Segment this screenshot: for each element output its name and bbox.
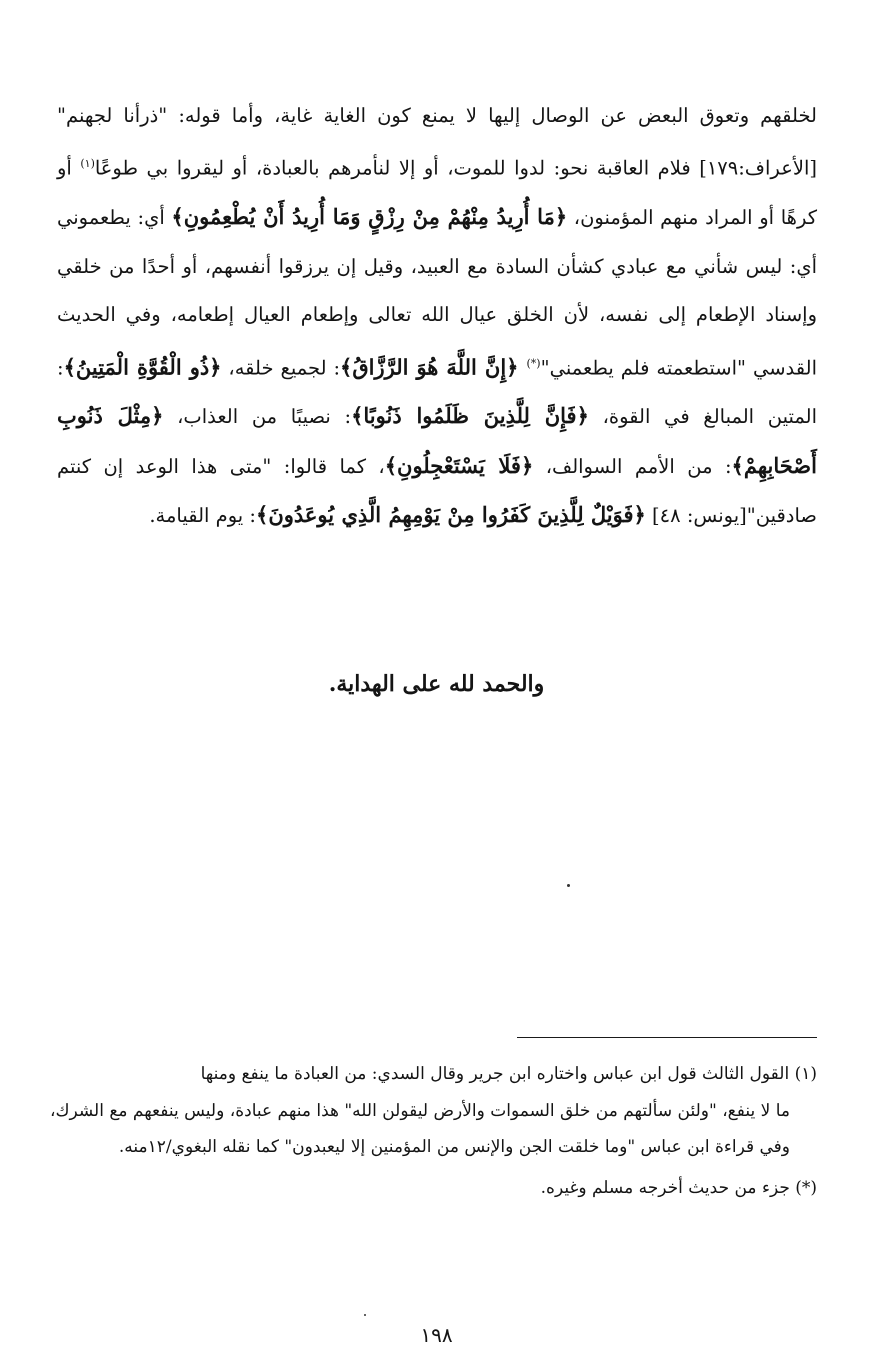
footnote-1-first-line: (١) القول الثالث قول ابن عباس واختاره ابن جرير وقال السدي: من العبادة ما ينفع ومنها [200, 1064, 817, 1084]
text-segment: أي: يطعموني أي: ليس شأني مع عبادي كشأن السادة مع العبيد، وقيل إن يرزقوا أنفسهم، أو أحدًا من خلقي وإسناد الإطعام إلى نفسه، لأن الخلق عيال الله تعالى وإطعام العيال إطعامه، وفي الحديث القدسي "استطعمته فلم يطعمني" [57, 206, 817, 380]
footnote-ref-star[interactable]: (*) [526, 356, 541, 370]
footnote-ref-1[interactable]: (١) [80, 157, 95, 171]
quran-verse: ﴿ذُو الْقُوَّةِ الْمَتِينُ﴾ [63, 354, 222, 380]
footnote-1-continuation: ما لا ينفع، "ولئن سألتهم من خلق السموات والأرض ليقولن الله" هذا منهم عبادة، وليس ينفعهم مع الشرك، وفي قراءة ابن عباس "وما خلقت الجن والإنس من المؤمنين إلا ليعبدون" كما نقله البغوي/١٢منه. [50, 1100, 790, 1157]
text-segment: : من الأمم السوالف، [533, 454, 732, 478]
text-segment: لخلقهم وتعوق البعض عن الوصال إليها لا يمنع كون الغاية غاية، وأما قوله: "ذرأنا لجهنم"[الأعراف:١٧٩] فلام العاقبة نحو: لدوا للموت، أو إلا لنأمرهم بالعبادة، أو ليقروا بي طوعًا [57, 104, 817, 180]
text-segment: ، كما قالوا: "متى هذا الوعد إن كنتم صادقين"[يونس: ٤٨] [57, 454, 817, 528]
quran-verse: ﴿مِثْلَ ذَنُوبِ أَصْحَابِهِمْ﴾ [57, 403, 817, 478]
text-segment: : المتين المبالغ في القوة، [57, 356, 818, 429]
footnote-star: (*) جزء من حديث أخرجه مسلم وغيره. [540, 1177, 817, 1198]
quran-verse: ﴿فَلَا يَسْتَعْجِلُونِ﴾ [384, 452, 534, 478]
text-segment: : يوم القيامة. [149, 504, 257, 528]
page-number: ١٩٨ [420, 1323, 453, 1347]
quran-verse: ﴿مَا أُرِيدُ مِنْهُمْ مِنْ رِزْقٍ وَمَا أُرِيدُ أَنْ يُطْعِمُونِ﴾ [171, 204, 568, 230]
footnote-separator [517, 1037, 817, 1038]
speck [567, 884, 570, 887]
quran-verse: ﴿إِنَّ اللَّهَ هُوَ الرَّزَّاقُ﴾ [340, 354, 527, 380]
text-segment: : نصيبًا من العذاب، [163, 405, 352, 429]
speck [364, 1314, 366, 1316]
text-segment: أو كرهًا أو المراد منهم المؤمنون، [57, 156, 817, 230]
closing-line: والحمد لله على الهداية. [328, 671, 545, 697]
main-text [57, 92, 817, 541]
text-segment: : لجميع خلقه، [221, 356, 341, 380]
footnotes [50, 1056, 817, 1206]
quran-verse: ﴿فَوَيْلٌ لِلَّذِينَ كَفَرُوا مِنْ يَوْمِهِمُ الَّذِي يُوعَدُونَ﴾ [256, 502, 646, 528]
quran-verse: ﴿فَإِنَّ لِلَّذِينَ ظَلَمُوا ذَنُوبًا﴾ [351, 403, 589, 429]
main-paragraph [57, 92, 817, 541]
